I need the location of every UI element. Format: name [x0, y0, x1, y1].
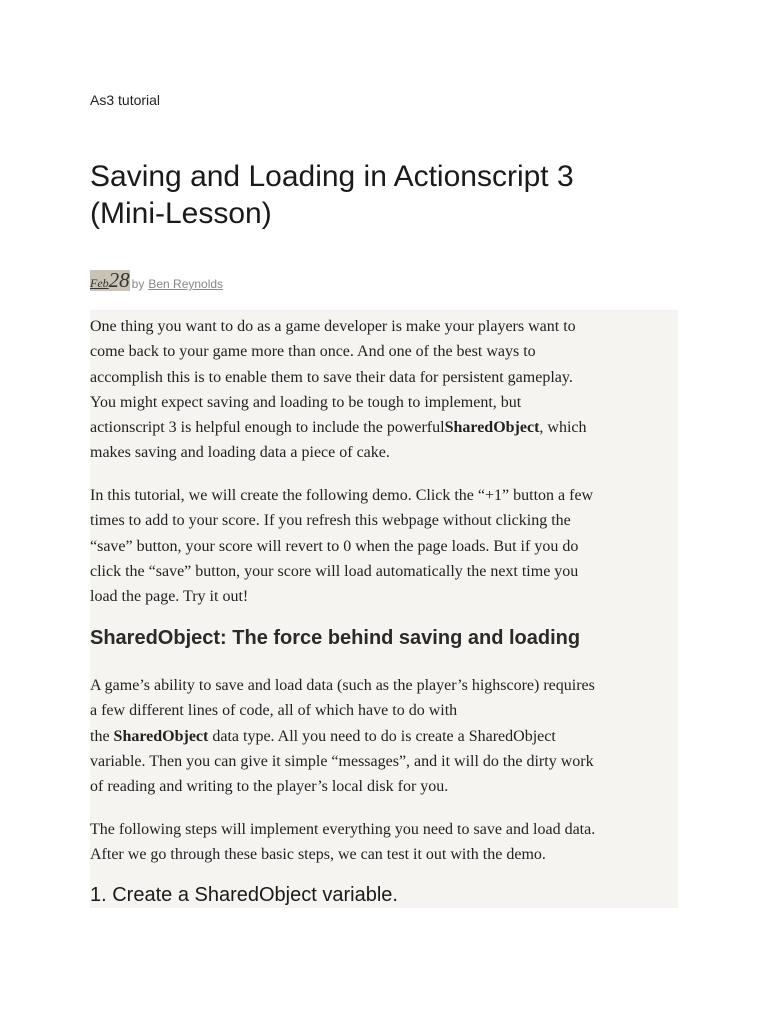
section-heading: SharedObject: The force behind saving and loading: [90, 627, 581, 649]
step-heading: 1. Create a SharedObject variable.: [90, 884, 398, 906]
author-link[interactable]: Ben Reynolds: [148, 277, 224, 291]
sharedobject-bold-2: SharedObject: [113, 727, 209, 745]
paragraph-intro: [90, 314, 678, 466]
category-label: As3 tutorial: [90, 92, 161, 108]
sharedobject-bold: SharedObject: [444, 419, 540, 437]
date-day: 28: [108, 268, 130, 292]
paragraph-sharedobject-text-end: data type. All you need to do is create a SharedObject variable. Then you can give it simple “messages”, and it will do the dirty work of reading and writing to the player’s local disk for you.: [90, 727, 594, 796]
paragraph-steps: The following steps will implement everything you need to save and load data. After we go through these basic steps, we can test it out with the demo.: [90, 821, 596, 864]
post-meta: [90, 270, 223, 291]
paragraph-sharedobject-text: A game’s ability to save and load data (such as the player’s highscore) requires a few different lines of code, all of which have to do with the: [90, 677, 595, 745]
paragraph-intro-text: One thing you want to do as a game developer is make your players want to come back to your game more than once. And one of the best ways to accomplish this is to enable them to save their data for persistent gameplay. You might expect saving and loading to be tough to implement, but actionscript 3 is helpful enough to include the powerful: [90, 318, 576, 437]
date-badge: [90, 270, 130, 291]
paragraph-sharedobject: [90, 673, 678, 799]
paragraph-intro-text-end: , which makes saving and loading data a piece of cake.: [90, 419, 587, 462]
article-body: [90, 310, 678, 908]
page-title: Saving and Loading in Actionscript 3 (Mini-Lesson): [90, 160, 574, 230]
byline-label: by: [131, 277, 145, 291]
paragraph-demo: In this tutorial, we will create the following demo. Click the “+1” button a few times to add to your score. If you refresh this webpage without clicking the “save” button, your score will revert to 0 when the page loads. But if you do click the “save” button, your score will load automatically the next time you load the page. Try it out!: [90, 487, 594, 606]
date-month[interactable]: Feb: [90, 276, 109, 290]
